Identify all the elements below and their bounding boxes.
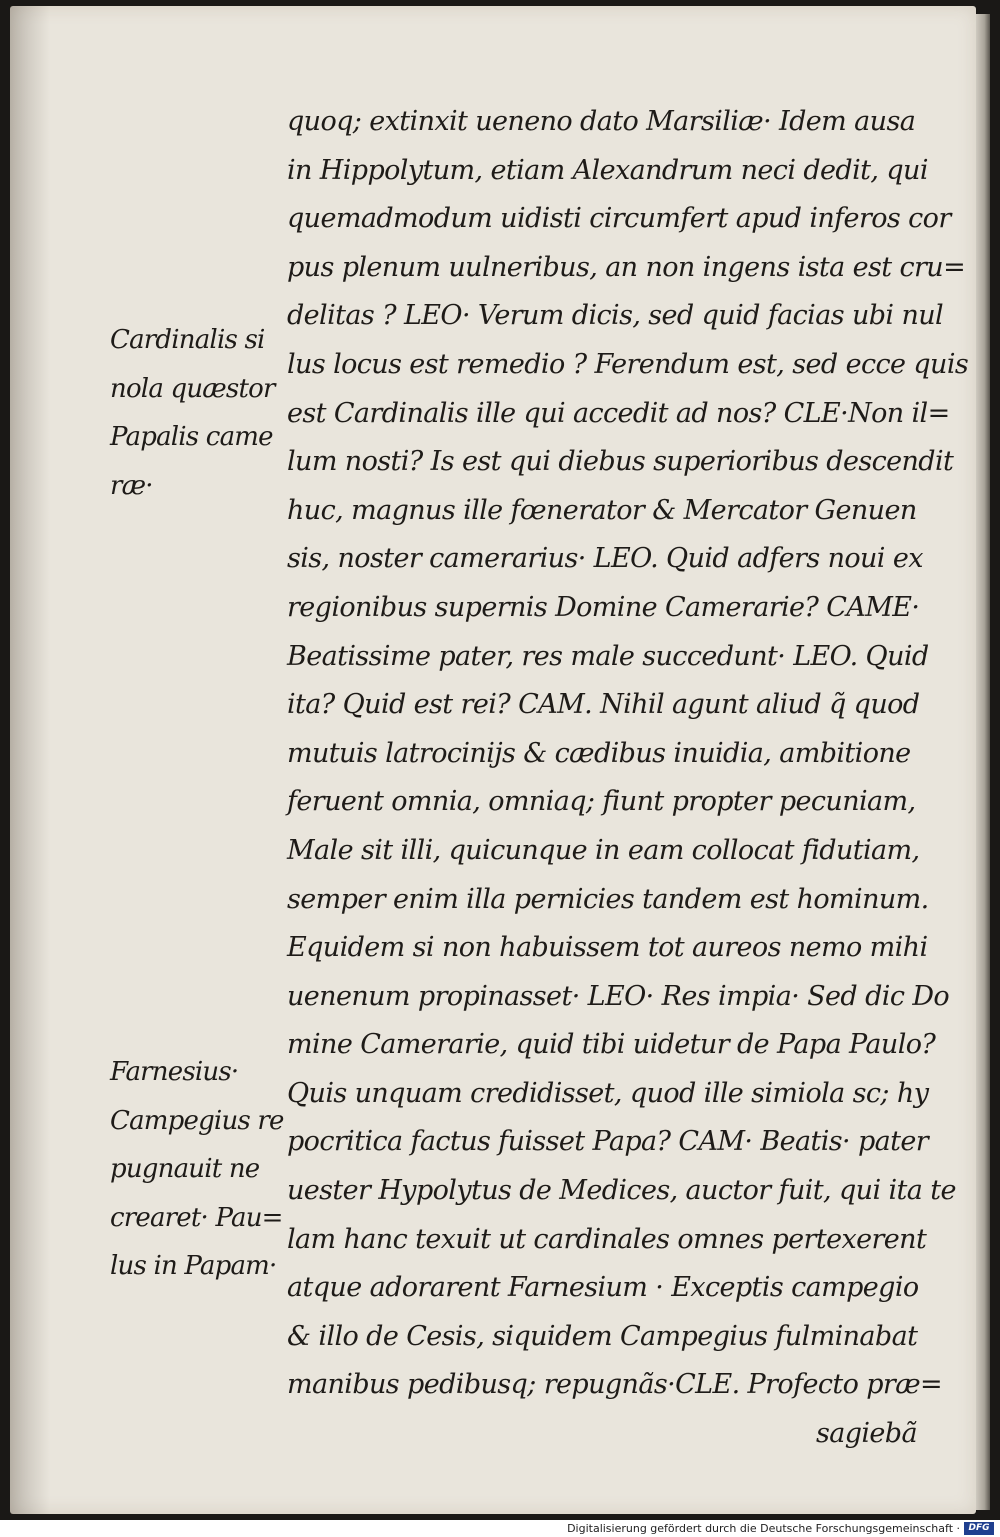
footer-bar (0, 1520, 1000, 1537)
text-line: Equidem si non habuissem tot aureos nemo mihi (287, 932, 928, 964)
margin-note-line: lus in Papam· (110, 1251, 277, 1282)
margin-note-line: Farnesius· (110, 1057, 239, 1087)
text-line: est Cardinalis ille qui accedit ad nos? CLE·Non il= (287, 397, 950, 429)
text-line: pus plenum uulneribus, an non ingens ista est cru= (287, 251, 966, 283)
text-line: manibus pedibusq; repugnãs·CLE. Profecto præ= (287, 1369, 943, 1401)
text-line: Male sit illi, quicunque in eam collocat fidutiam, (287, 834, 920, 866)
text-line: regionibus supernis Domine Camerarie? CAME· (287, 591, 920, 623)
gutter-shadow (10, 6, 50, 1514)
text-line: Quis unquam credidisset, quod ille simiola sc; hy (287, 1077, 929, 1109)
margin-note-farnesius (110, 1048, 288, 1291)
text-line: pocritica factus fuisset Papa? CAM· Beatis· pater (287, 1126, 929, 1158)
text-line: semper enim illa pernicies tandem est hominum. (287, 883, 929, 915)
text-line: mutuis latrocinijs & cædibus inuidia, ambitione (287, 737, 911, 769)
dfg-logo: DFG (964, 1522, 994, 1535)
margin-note-cardinal (110, 316, 288, 510)
text-line: & illo de Cesis, siquidem Campegius fulminabat (287, 1320, 918, 1352)
margin-note-line: Campegius re (110, 1105, 284, 1136)
text-line: huc, magnus ille fœnerator & Mercator Genuen (287, 494, 917, 526)
margin-note-line: crearet· Pau= (110, 1202, 283, 1233)
text-line: ita? Quid est rei? CAM. Nihil agunt aliud q̃ quod (287, 689, 920, 721)
text-line: uenenum propinasset· LEO· Res impia· Sed dic Do (287, 980, 950, 1012)
page-edge (976, 14, 990, 1510)
margin-note-line: Cardinalis si (110, 325, 265, 355)
text-line: lus locus est remedio ? Ferendum est, sed ecce quis (287, 348, 969, 380)
text-line: feruent omnia, omniaq; fiunt propter pecuniam, (287, 786, 916, 818)
footer-credit: Digitalisierung gefördert durch die Deutsche Forschungsgemeinschaft · (567, 1522, 960, 1535)
margin-note-line: nola quæstor (110, 373, 275, 404)
text-line: quemadmodum uidisti circumfert apud inferos cor (287, 203, 951, 235)
text-line: lam hanc texuit ut cardinales omnes pertexerent (287, 1223, 927, 1255)
catchword: sagiebã (815, 1418, 917, 1450)
main-text-block (287, 98, 969, 1459)
margin-note-line: pugnauit ne (110, 1154, 260, 1185)
text-line: Beatissime pater, res male succedunt· LEO. Quid (287, 640, 929, 672)
margin-note-line: ræ· (110, 470, 153, 501)
text-line: sis, noster camerarius· LEO. Quid adfers noui ex (287, 543, 923, 575)
text-line: uester Hypolytus de Medices, auctor fuit, qui ita te (287, 1175, 956, 1207)
text-line: atque adorarent Farnesium · Exceptis campegio (287, 1272, 919, 1304)
text-line: delitas ? LEO· Verum dicis, sed quid facias ubi nul (287, 300, 944, 332)
text-line: in Hippolytum, etiam Alexandrum neci dedit, qui (287, 154, 928, 186)
margin-note-line: Papalis came (110, 422, 273, 453)
text-line: mine Camerarie, quid tibi uidetur de Papa Paulo? (287, 1029, 936, 1061)
text-line: lum nosti? Is est qui diebus superioribus descendit (287, 446, 954, 478)
text-line: quoq; extinxit ueneno dato Marsiliæ· Idem ausa (287, 106, 916, 137)
